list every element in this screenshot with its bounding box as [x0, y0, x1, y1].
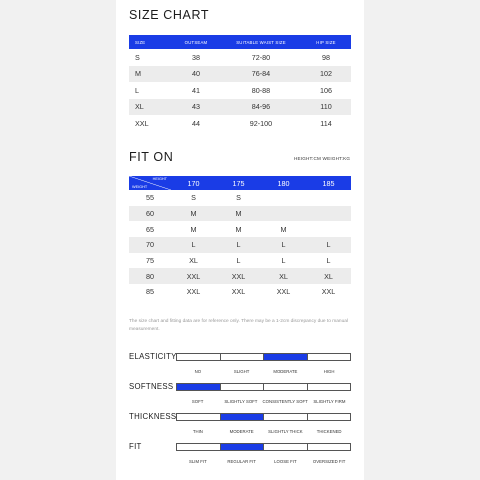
attribute-softness [129, 382, 351, 412]
attribute-level-label: CONSISTENTLY SOFT [262, 399, 308, 404]
fit-on-height-header: 185 [306, 176, 351, 190]
attribute-fit [129, 442, 351, 472]
table-cell: L [306, 237, 351, 253]
attribute-thickness [129, 412, 351, 442]
size-chart-header-row [129, 35, 351, 49]
attribute-level-labels [176, 369, 351, 374]
size-chart-header: HIP SIZE [301, 35, 351, 49]
table-cell: 72-80 [251, 52, 271, 62]
scale-segment [264, 444, 308, 450]
corner-height-label: HEIGHT [152, 177, 167, 181]
table-cell: M [129, 66, 171, 83]
scale-segment [308, 444, 351, 450]
attribute-scale-bar [176, 353, 351, 361]
table-cell: L [236, 256, 241, 266]
attribute-scale-bar [176, 443, 351, 451]
fit-on-height-header: 170 [171, 176, 216, 190]
attribute-level-label: SLIGHTLY FIRM [313, 399, 346, 404]
attribute-level-labels [176, 459, 351, 464]
size-chart-header: SIZE [129, 35, 171, 49]
attribute-level-label: OVERSIZED FIT [312, 459, 346, 464]
size-chart-row [129, 49, 351, 66]
table-cell: L [216, 237, 261, 253]
table-cell: 38 [192, 52, 200, 62]
attribute-scale-bar [176, 413, 351, 421]
size-chart-table [129, 35, 351, 132]
scale-segment [177, 414, 221, 420]
table-cell: XXL [276, 287, 291, 297]
table-cell: L [261, 237, 306, 253]
table-cell: M [280, 224, 287, 234]
scale-segment-selected [177, 384, 221, 390]
table-cell: 65 [146, 224, 154, 234]
fit-on-row [129, 221, 351, 237]
attribute-elasticity [129, 352, 351, 382]
table-cell: M [190, 224, 197, 234]
size-chart-row [129, 115, 351, 132]
attribute-level-label: THICKENED [316, 429, 342, 434]
table-cell [306, 206, 351, 222]
attribute-level-label: SLIM FIT [189, 459, 207, 464]
table-cell: M [235, 224, 242, 234]
corner-weight-label: WEIGHT [132, 185, 148, 189]
scale-segment [221, 384, 265, 390]
attribute-level-label: SLIGHT [233, 369, 250, 374]
size-chart-header: SUITABLE WAIST SIZE [221, 35, 301, 49]
table-cell: 44 [192, 118, 200, 128]
scale-segment [264, 384, 308, 390]
table-cell: XXL [171, 268, 216, 284]
table-cell: 80-88 [251, 85, 271, 95]
table-cell: 80 [129, 268, 171, 284]
fit-on-title: FIT ON [129, 150, 174, 164]
table-cell [261, 190, 306, 206]
attribute-scale-bar [176, 383, 351, 391]
table-cell: XL [129, 99, 171, 116]
table-cell: XXL [231, 287, 246, 297]
table-cell: 84-96 [221, 99, 301, 116]
size-chart-row [129, 82, 351, 99]
table-cell: S [236, 193, 241, 203]
table-cell: M [216, 206, 261, 222]
reference-note: The size chart and fitting data are for reference only. There may be a 1-2cm discrepancy due to manual measurement. [129, 319, 348, 332]
fit-on-height-header: 180 [261, 176, 306, 190]
table-cell: XL [189, 256, 198, 266]
attribute-level-label: LOOSE FIT [274, 459, 297, 464]
table-cell: 98 [322, 52, 330, 62]
fit-on-table [129, 176, 351, 300]
table-cell: XL [306, 268, 351, 284]
attribute-level-label: SLIGHTLY THICK [268, 429, 303, 434]
fit-on-corner-cell [129, 176, 171, 190]
attribute-level-label: MODERATE [229, 429, 254, 434]
table-cell: XXL [321, 287, 336, 297]
fit-on-row [129, 190, 351, 206]
scale-segment [177, 444, 221, 450]
scale-segment [264, 414, 308, 420]
attribute-level-label: THIN [192, 429, 203, 434]
fit-on-header-row [129, 176, 351, 190]
table-cell: L [326, 256, 331, 266]
attribute-level-label: NO [194, 369, 202, 374]
scale-segment [308, 354, 351, 360]
attribute-name: ELASTICITY [129, 352, 177, 361]
table-cell: 55 [146, 193, 154, 203]
table-cell: 43 [171, 99, 221, 116]
table-cell: 106 [320, 85, 332, 95]
table-cell: 114 [320, 118, 332, 128]
table-cell [306, 190, 351, 206]
attribute-level-label: HIGH [323, 369, 335, 374]
table-cell: 75 [146, 256, 154, 266]
size-chart-row [129, 99, 351, 116]
table-cell: M [171, 206, 216, 222]
size-chart-row [129, 66, 351, 83]
attribute-level-label: MODERATE [273, 369, 298, 374]
attribute-name: THICKNESS [129, 412, 177, 421]
table-cell: L [171, 237, 216, 253]
table-cell: 92-100 [249, 118, 273, 128]
table-cell: S [135, 52, 140, 62]
scale-segment-selected [264, 354, 308, 360]
table-cell: 40 [171, 66, 221, 83]
fit-on-row [129, 206, 351, 222]
fit-on-row [129, 253, 351, 269]
size-chart-header: OUTSEAM [171, 35, 221, 49]
table-cell: 60 [129, 206, 171, 222]
attribute-level-label: REGULAR FIT [227, 459, 256, 464]
scale-segment [221, 354, 265, 360]
fit-on-row [129, 284, 351, 300]
fit-on-units: HEIGHT:CM WEIGHT:KG [294, 156, 351, 161]
fit-on-row [129, 268, 351, 284]
table-cell: XXL [135, 118, 149, 128]
scale-segment [177, 354, 221, 360]
scale-segment [308, 414, 351, 420]
table-cell: XL [261, 268, 306, 284]
attribute-level-label: SLIGHTLY SOFT [224, 399, 258, 404]
scale-segment [308, 384, 351, 390]
attribute-level-labels [176, 399, 351, 404]
table-cell: XXL [216, 268, 261, 284]
fit-on-height-header: 175 [216, 176, 261, 190]
table-cell: 102 [301, 66, 351, 83]
table-cell: L [135, 85, 139, 95]
table-cell: 85 [146, 287, 154, 297]
table-cell: 76-84 [221, 66, 301, 83]
table-cell: 41 [192, 85, 200, 95]
table-cell: XXL [186, 287, 201, 297]
table-cell: S [191, 193, 196, 203]
attribute-level-label: SOFT [191, 399, 204, 404]
attribute-name: SOFTNESS [129, 382, 174, 391]
table-cell [261, 206, 306, 222]
attribute-level-labels [176, 429, 351, 434]
table-cell [306, 221, 351, 237]
table-cell: 110 [301, 99, 351, 116]
table-cell: 70 [129, 237, 171, 253]
attribute-name: FIT [129, 442, 142, 451]
size-guide-sheet [116, 0, 364, 480]
scale-segment-selected [221, 444, 265, 450]
table-cell: L [281, 256, 286, 266]
fit-on-row [129, 237, 351, 253]
scale-segment-selected [221, 414, 265, 420]
size-chart-title: SIZE CHART [129, 8, 210, 22]
